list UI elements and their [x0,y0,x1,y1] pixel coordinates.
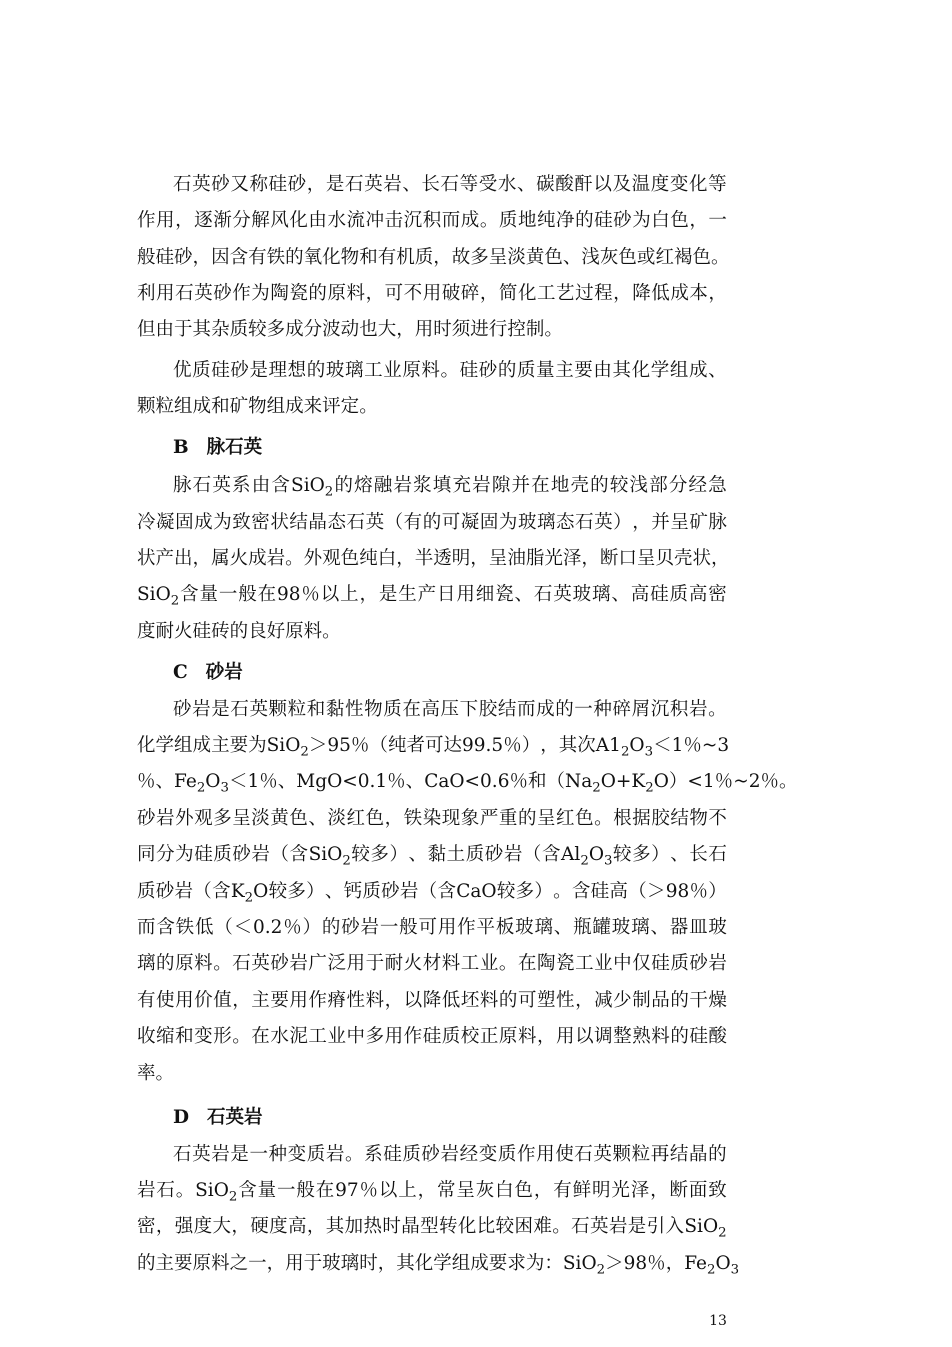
text-line: 度 耐 火 硅 砖 的 良 好 原 料 。 [137,621,341,642]
text-line: 利 用 石 英 砂 作 为 陶 瓷 的 原 料 ， 可 不 用 破 碎 ， 简 化 工 艺 过 程 ， 降 低 成 本 ， [137,283,727,304]
text-line: 石 英 砂 又 称 硅 砂 ， 是 石 英 岩 、 长 石 等 受 水 、 碳 酸 酐 以 及 温 度 变 化 等 [173,174,727,195]
section-heading [173,1100,727,1136]
section-heading [173,655,727,691]
section-title: 砂岩 [205,662,243,683]
text-line: 般 硅 砂 ， 因 含 有 铁 的 氧 化 物 和 有 机 质 ， 故 多 呈 淡 黄 色 、 浅 灰 色 或 红 褐 色 。 [137,247,730,268]
text-line: 冷 凝 固 成 为 致 密 状 结 晶 态 石 英 （ 有 的 可 凝 固 为 玻 璃 态 石 英 ） ， 并 呈 矿 脉 [137,512,727,533]
section-heading [173,430,727,466]
text-line: 而 含 铁 低 （ ＜ 0.2 ％ ） 的 砂 岩 一 般 可 用 作 平 板 玻 璃 、 瓶 罐 玻 璃 、 器 皿 玻 [137,917,727,938]
text-line: ％ 、 $Fe_2O_3$ ＜ 1 ％ 、 MgO<0.1 ％ 、 CaO<0.6 ％ 和 （ $Na_2O+K_2O$ ） <1 ％ ~2 ％ 。 [137,771,798,796]
section-title: 脉石英 [206,437,263,458]
text-line: 砂 岩 是 石 英 颗 粒 和 黏 性 物 质 在 高 压 下 胶 结 而 成 的 一 种 碎 屑 沉 积 岩 。 [173,699,727,720]
section-letter: D [173,1107,190,1128]
text-line: 石 英 岩 是 一 种 变 质 岩 。 系 硅 质 砂 岩 经 变 质 作 用 使 石 英 颗 粒 再 结 晶 的 [173,1144,727,1165]
section-letter: B [173,437,189,458]
text-line: 岩 石 。 SiO$_2$ 含 量 一 般 在 97 ％ 以 上 ， 常 呈 灰 白 色 ， 有 鲜 明 光 泽 ， 断 面 致 [137,1180,727,1205]
text-line: 脉 石 英 系 由 含 SiO$_2$ 的 熔 融 岩 浆 填 充 岩 隙 并 在 地 壳 的 较 浅 部 分 经 急 [173,475,727,500]
section-letter: C [173,662,188,683]
text-line: 的 主 要 原 料 之 一 ， 用 于 玻 璃 时 ， 其 化 学 组 成 要 求 为 ： SiO$_2$ ＞ 98 ％ ， $Fe_2O_3$ [137,1253,740,1278]
text-line: 但 由 于 其 杂 质 较 多 成 分 波 动 也 大 ， 用 时 须 进 行 控 制 。 [137,319,563,340]
page-number: 13 [709,1313,727,1329]
text-line: 质 砂 岩 （ 含 $K_2O$ 较 多 ） 、 钙 质 砂 岩 （ 含 CaO 较 多 ） 。 含 硅 高 （ ＞ 98 ％ ） [137,881,727,906]
text-line: 砂 岩 外 观 多 呈 淡 黄 色 、 淡 红 色 ， 铁 染 现 象 严 重 的 呈 红 色 。 根 据 胶 结 物 不 [137,808,727,829]
text-line: 有 使 用 价 值 ， 主 要 用 作 瘠 性 料 ， 以 降 低 坯 料 的 可 塑 性 ， 减 少 制 品 的 干 燥 [137,990,727,1011]
text-line: 状 产 出 ， 属 火 成 岩 。 外 观 色 纯 白 ， 半 透 明 ， 呈 油 脂 光 泽 ， 断 口 呈 贝 壳 状 ， [137,548,730,569]
text-line: 优 质 硅 砂 是 理 想 的 玻 璃 工 业 原 料 。 硅 砂 的 质 量 主 要 由 其 化 学 组 成 、 [173,360,727,381]
text-line: 同 分 为 硅 质 砂 岩 （ 含 SiO$_2$ 较 多 ） 、 黏 土 质 砂 岩 （ 含 $Al_2O_3$ 较 多 ） 、 长 石 [137,844,727,869]
text-line: SiO$_2$ 含 量 一 般 在 98 ％ 以 上 ， 是 生 产 日 用 细 瓷 、 石 英 玻 璃 、 高 硅 质 高 密 [137,584,727,609]
text-line: 密 ， 强 度 大 ， 硬 度 高 ， 其 加 热 时 晶 型 转 化 比 较 困 难 。 石 英 岩 是 引 入 SiO$_2$ [137,1216,727,1241]
text-line: 率 。 [137,1063,175,1084]
text-line: 颗 粒 组 成 和 矿 物 组 成 来 评 定 。 [137,396,378,417]
section-title: 石英岩 [207,1107,263,1128]
text-line: 作 用 ， 逐 渐 分 解 风 化 由 水 流 冲 击 沉 积 而 成 。 质 地 纯 净 的 硅 砂 为 白 色 ， 一 [137,210,727,231]
text-line: 化 学 组 成 主 要 为 SiO$_2$ ＞ 95 ％ （ 纯 者 可 达 99.5 ％ ） ， 其 次 $A1_2O_3$ ＜ 1 ％ ~3 [137,735,730,760]
text-line: 收 缩 和 变 形 。 在 水 泥 工 业 中 多 用 作 硅 质 校 正 原 料 ， 用 以 调 整 熟 料 的 硅 酸 [137,1026,727,1047]
text-line: 璃 的 原 料 。 石 英 砂 岩 广 泛 用 于 耐 火 材 料 工 业 。 在 陶 瓷 工 业 中 仅 硅 质 砂 岩 [137,953,727,974]
